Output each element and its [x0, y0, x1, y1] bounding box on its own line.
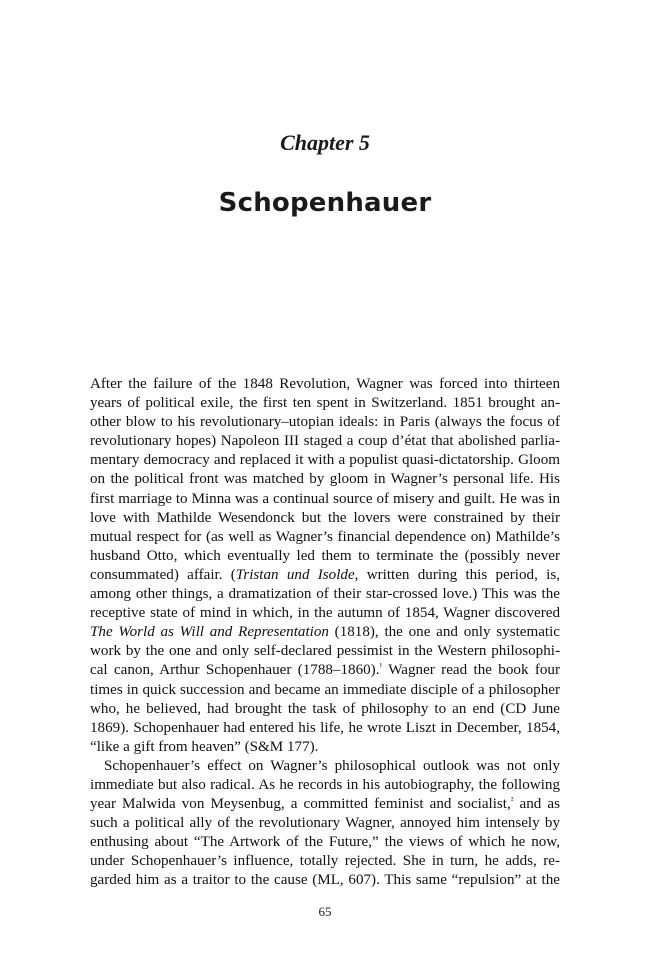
text-line: who, he believed, had brought the task of philosophy to an end (CD June: [90, 700, 560, 717]
text-line: such a political ally of the revolutionary Wagner, annoyed him intensely by: [90, 815, 560, 832]
page-number: 65: [318, 904, 332, 919]
text-line: other blow to his revolutionary–utopian ideals: in Paris (always the focus of: [90, 414, 560, 431]
text-line: first marriage to Minna was a continual source of misery and guilt. He was in: [90, 490, 560, 507]
text-line: enthusing about “The Artwork of the Future,” the views of which he now,: [90, 834, 560, 851]
text-line: “like a gift from heaven” (S&M 177).: [90, 738, 319, 755]
text-line: immediate but also radical. As he records in his autobiography, the following: [90, 776, 560, 793]
text-line: cal canon, Arthur Schopenhauer (1788–1860).$^{^1}$ Wagner read the book four: [90, 661, 560, 679]
text-line: work by the one and only self-declared pessimist in the Western philosophi-: [90, 643, 560, 660]
text-line: mutual respect for (as well as Wagner’s financial dependence on) Mathilde’s: [90, 528, 560, 545]
chapter-title: Schopenhauer: [218, 188, 432, 218]
text-line: receptive state of mind in which, in the autumn of 1854, Wagner discovered: [90, 605, 560, 622]
text-line: 1869). Schopenhauer had entered his life, he wrote Liszt in December, 1854,: [90, 719, 560, 736]
text-line: among other things, a dramatization of their star-crossed love.) This was the: [90, 586, 560, 603]
text-line: consummated) affair. (Tristan und Isolde, written during this period, is,: [90, 566, 560, 583]
paragraph-1: [90, 375, 560, 757]
body-text: [90, 375, 560, 891]
text-line: garded him as a traitor to the cause (ML, 607). This same “repulsion” at the: [90, 872, 560, 889]
text-line: The World as Will and Representation (1818), the one and only systematic: [90, 624, 561, 641]
text-line: husband Otto, which eventually led them to terminate the (possibly never: [90, 547, 560, 564]
text-line: under Schopenhauer’s influence, totally rejected. She in turn, he adds, re-: [90, 853, 560, 870]
text-line: mentary democracy and replaced it with a populist quasi-dictatorship. Gloom: [90, 452, 560, 469]
text-line: revolutionary hopes) Napoleon III staged a coup d’état that abolished parlia-: [90, 433, 560, 450]
text-line: Schopenhauer’s effect on Wagner’s philosophical outlook was not only: [104, 757, 560, 774]
paragraph-2: [90, 757, 560, 891]
text-line: years of political exile, the first ten spent in Switzerland. 1851 brought an-: [90, 395, 560, 412]
text-line: year Malwida von Meysenbug, a committed feminist and socialist,$^{^2}$ and as: [90, 795, 560, 813]
text-line: times in quick succession and became an immediate disciple of a philosopher: [90, 681, 560, 698]
text-line: on the political front was matched by gloom in Wagner’s personal life. His: [90, 471, 560, 488]
text-line: love with Mathilde Wesendonck but the lovers were constrained by their: [90, 509, 560, 526]
chapter-label: Chapter 5: [280, 130, 370, 155]
text-line: After the failure of the 1848 Revolution, Wagner was forced into thirteen: [90, 376, 560, 392]
